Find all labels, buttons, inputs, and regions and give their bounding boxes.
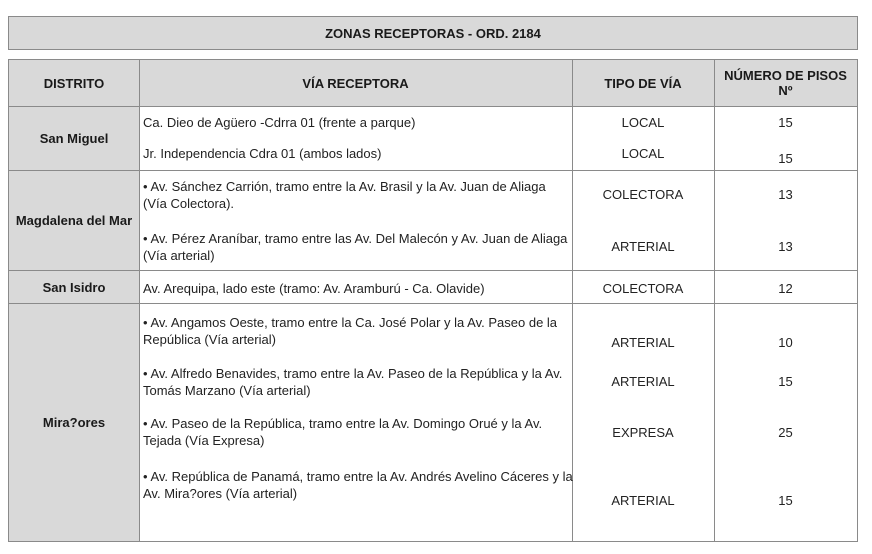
via-receptora-cell: • Av. Pérez Araníbar, tramo entre las Av. Del Malecón y Av. Juan de Aliaga (Vía arterial) xyxy=(143,231,568,263)
tipo-via-cell: ARTERIAL xyxy=(611,239,675,254)
via-receptora-cell: • Av. Sánchez Carrión, tramo entre la Av. Brasil y la Av. Juan de Aliaga (Vía Colectora). xyxy=(143,179,546,211)
via-receptora-cell: • Av. República de Panamá, tramo entre la Av. Andrés Avelino Cáceres y la Av. Mira?ores (Vía arterial) xyxy=(143,469,573,501)
via-receptora-cell: • Av. Alfredo Benavides, tramo entre la Av. Paseo de la República y la Av. Tomás Marzano (Vía arterial) xyxy=(143,366,563,398)
tipo-via-cell: COLECTORA xyxy=(602,187,684,202)
header-pisos-line2: Nº xyxy=(778,83,793,98)
tipo-via-cell: ARTERIAL xyxy=(611,335,675,350)
via-receptora-cell: Av. Arequipa, lado este (tramo: Av. Aramburú - Ca. Olavide) xyxy=(143,281,485,296)
table-title: ZONAS RECEPTORAS - ORD. 2184 xyxy=(8,16,858,50)
via-receptora-cell: • Av. Angamos Oeste, tramo entre la Ca. José Polar y la Av. Paseo de la República (Vía arterial) xyxy=(143,315,558,347)
district-san-isidro: San Isidro xyxy=(9,271,139,303)
numero-pisos-cell: 12 xyxy=(778,281,793,296)
numero-pisos-cell: 25 xyxy=(778,425,793,440)
numero-pisos-cell: 15 xyxy=(778,151,793,166)
tipo-via-cell: ARTERIAL xyxy=(611,374,675,389)
header-tipo-de-via: TIPO DE VÍA xyxy=(572,60,714,106)
district-magdalena-del-mar: Magdalena del Mar xyxy=(9,171,139,270)
numero-pisos-cell: 15 xyxy=(778,374,793,389)
numero-pisos-cell: 13 xyxy=(778,239,793,254)
via-receptora-cell: Ca. Dieo de Agüero -Cdrra 01 (frente a parque) xyxy=(143,115,416,130)
header-numero-de-pisos xyxy=(714,60,857,106)
header-via-receptora: VÍA RECEPTORA xyxy=(139,60,572,106)
tipo-via-cell: ARTERIAL xyxy=(611,493,675,508)
header-distrito: DISTRITO xyxy=(9,60,139,106)
numero-pisos-cell: 13 xyxy=(778,187,793,202)
tipo-via-cell: COLECTORA xyxy=(602,281,684,296)
numero-pisos-cell: 15 xyxy=(778,115,793,130)
numero-pisos-cell: 10 xyxy=(778,335,793,350)
tipo-via-cell: LOCAL xyxy=(621,146,665,161)
zonas-table xyxy=(8,59,858,542)
tipo-via-cell: EXPRESA xyxy=(612,425,674,440)
via-receptora-cell: Jr. Independencia Cdra 01 (ambos lados) xyxy=(143,146,382,161)
via-receptora-cell: • Av. Paseo de la República, tramo entre la Av. Domingo Orué y la Av. Tejada (Vía Expresa) xyxy=(143,416,543,448)
header-pisos-line1: NÚMERO DE PISOS xyxy=(724,68,847,83)
district-san-miguel: San Miguel xyxy=(9,107,139,170)
numero-pisos-cell: 15 xyxy=(778,493,793,508)
tipo-via-cell: LOCAL xyxy=(621,115,665,130)
district-miraflores: Mira?ores xyxy=(9,304,139,541)
